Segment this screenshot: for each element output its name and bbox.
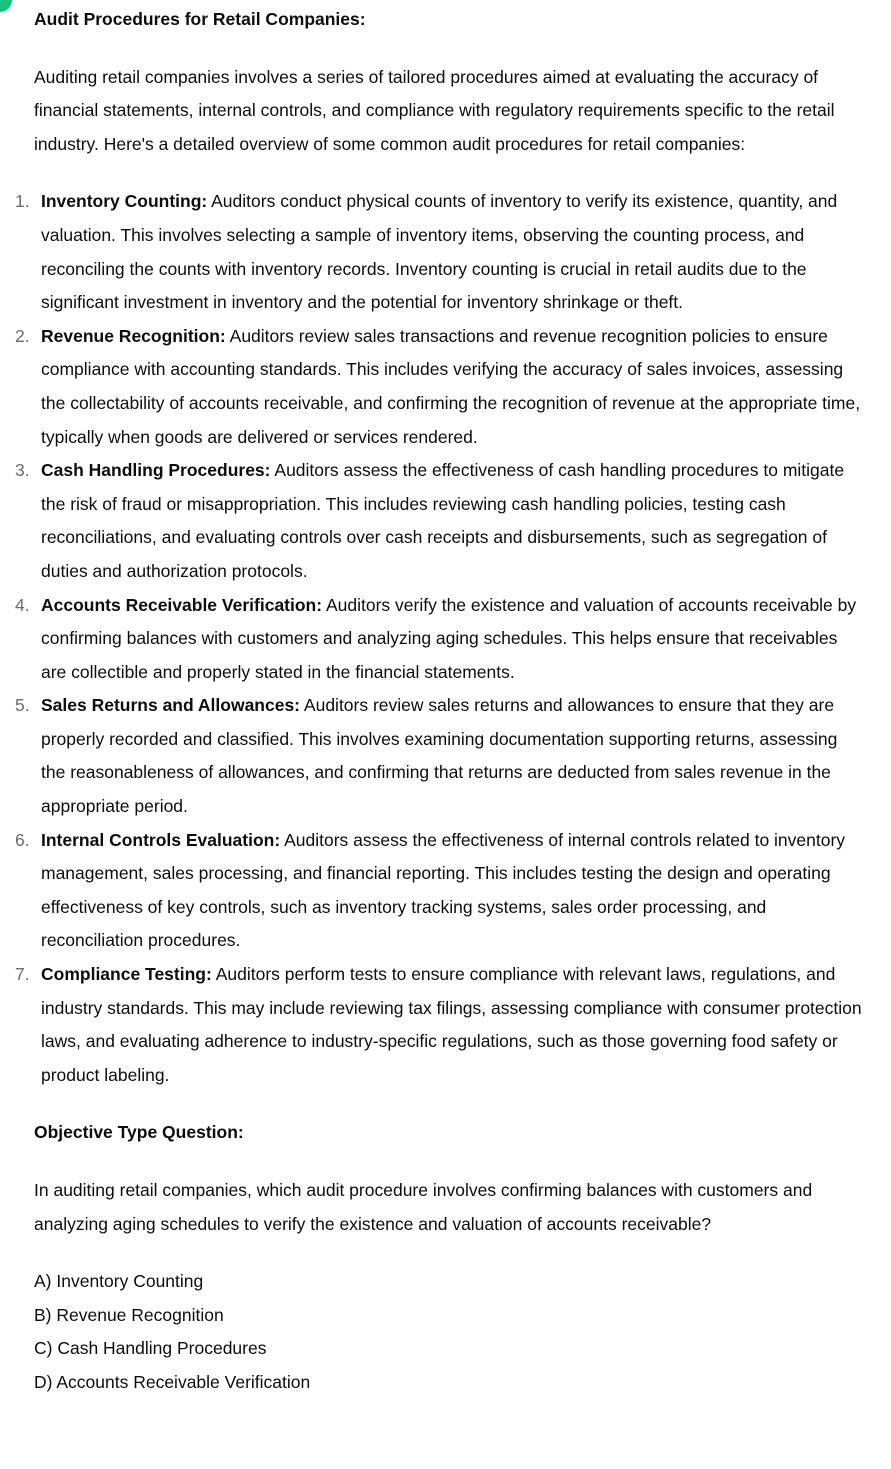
list-item-title: Sales Returns and Allowances: bbox=[41, 695, 301, 716]
list-item-number: 2. bbox=[15, 325, 30, 346]
list-item bbox=[15, 689, 864, 823]
procedures-list bbox=[15, 185, 864, 1092]
option-c: C) Cash Handling Procedures bbox=[34, 1338, 267, 1359]
assistant-avatar-icon bbox=[0, 0, 12, 12]
list-item-text: Auditors assess the effectiveness of internal controls related to inventory management, sales processing, and financial reporting. This includes testing the design and operating effectiveness of key controls, such as inventory tracking systems, sales order processing, and reconciliation procedures. bbox=[41, 829, 846, 951]
intro-paragraph: Auditing retail companies involves a series of tailored procedures aimed at evaluating the accuracy of financial statements, internal controls, and compliance with regulatory requirements specific to the retail industry. Here's a detailed overview of some common audit procedures for retail companies: bbox=[34, 66, 835, 154]
list-item-number: 6. bbox=[15, 829, 30, 850]
list-item bbox=[15, 589, 864, 690]
option-b: B) Revenue Recognition bbox=[34, 1304, 224, 1325]
list-item-title: Cash Handling Procedures: bbox=[41, 460, 271, 481]
list-item-number: 1. bbox=[15, 191, 30, 212]
option-d: D) Accounts Receivable Verification bbox=[34, 1371, 311, 1392]
list-item-text: Auditors perform tests to ensure compliance with relevant laws, regulations, and industry standards. This may include reviewing tax filings, assessing compliance with consumer protection laws, and evaluating adherence to industry-specific regulations, such as those governing food safety or product labeling. bbox=[41, 964, 862, 1085]
message-content bbox=[15, 3, 864, 1400]
list-item-text: Auditors review sales returns and allowances to ensure that they are properly recorded and classified. This involves examining documentation supporting returns, assessing the reasonableness of allowances, and confirming that returns are deducted from sales revenue in the appropriate period. bbox=[41, 695, 838, 817]
list-item-text: Auditors verify the existence and valuation of accounts receivable by confirming balances with customers and analyzing aging schedules. This helps ensure that receivables are collectible and properly stated in the financial statements. bbox=[41, 594, 857, 682]
question-heading: Objective Type Question: bbox=[34, 1122, 244, 1143]
list-item bbox=[15, 185, 864, 319]
list-item-number: 4. bbox=[15, 594, 30, 615]
list-item-title: Inventory Counting: bbox=[41, 191, 208, 212]
option-a: A) Inventory Counting bbox=[34, 1271, 204, 1292]
list-item-number: 5. bbox=[15, 695, 30, 716]
list-item-number: 7. bbox=[15, 964, 30, 985]
list-item bbox=[15, 454, 864, 588]
list-item bbox=[15, 320, 864, 454]
answer-options bbox=[34, 1265, 864, 1399]
list-item-number: 3. bbox=[15, 460, 30, 481]
list-item-text: Auditors assess the effectiveness of cash handling procedures to mitigate the risk of fraud or misappropriation. This includes reviewing cash handling policies, testing cash reconciliations, and evaluating controls over cash receipts and disbursements, such as segregation of duties and authorization protocols. bbox=[41, 460, 845, 581]
list-item-title: Accounts Receivable Verification: bbox=[41, 594, 323, 615]
page-title: Audit Procedures for Retail Companies: bbox=[34, 9, 366, 29]
list-item-title: Internal Controls Evaluation: bbox=[41, 829, 281, 850]
list-item-text: Auditors review sales transactions and revenue recognition policies to ensure compliance with accounting standards. This includes verifying the accuracy of sales invoices, assessing the collectability of accounts receivable, and confirming the recognition of revenue at the appropriate time, typically when goods are delivered or services rendered. bbox=[41, 325, 861, 447]
question-text: In auditing retail companies, which audit procedure involves confirming balances with customers and analyzing aging schedules to verify the existence and valuation of accounts receivable? bbox=[34, 1180, 813, 1234]
list-item bbox=[15, 824, 864, 958]
list-item-text: Auditors conduct physical counts of inventory to verify its existence, quantity, and valuation. This involves selecting a sample of inventory items, observing the counting process, and reconciling the counts with inventory records. Inventory counting is crucial in retail audits due to the significant investment in inventory and the potential for inventory shrinkage or theft. bbox=[41, 191, 838, 313]
list-item-title: Compliance Testing: bbox=[41, 964, 212, 985]
list-item bbox=[15, 958, 864, 1092]
list-item-title: Revenue Recognition: bbox=[41, 325, 226, 346]
